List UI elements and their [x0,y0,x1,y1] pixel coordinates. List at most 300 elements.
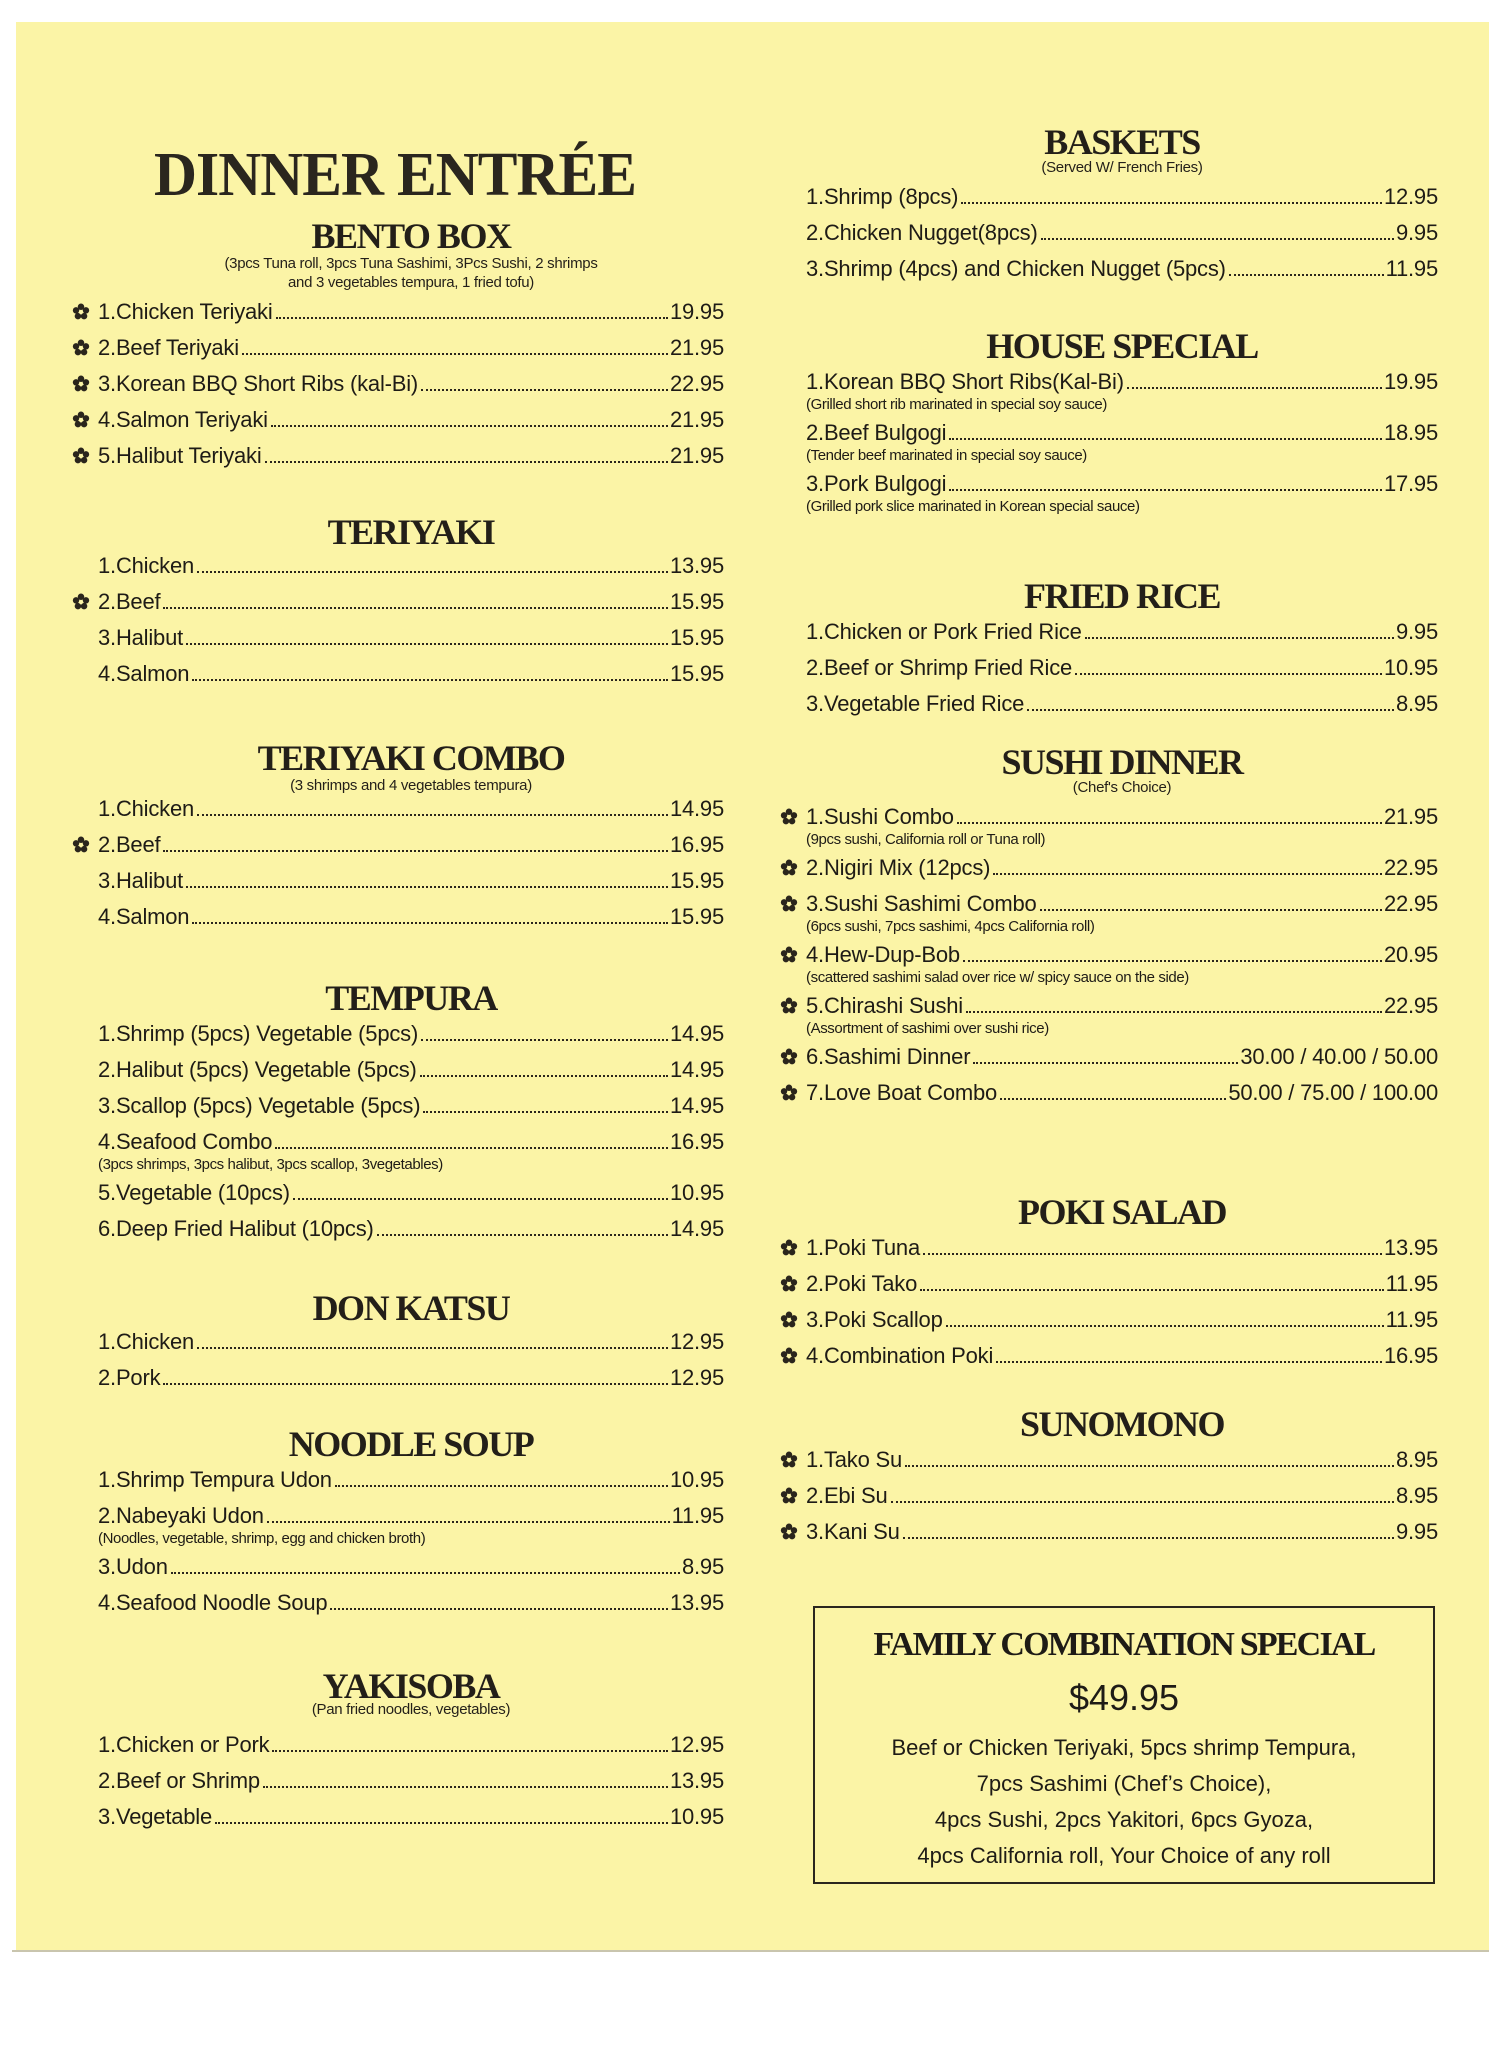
flower-star-icon [780,1311,798,1329]
menu-item-price: 14.95 [669,1021,724,1046]
menu-item-price: 8.95 [1395,1447,1438,1472]
menu-item [806,994,1438,1037]
menu-item-name: 2.Beef or Shrimp [98,1768,260,1793]
dot-leader [163,607,668,609]
menu-item-description: (Tender beef marinated in special soy sauce) [806,447,1087,464]
dot-leader [163,1383,668,1385]
menu-item [98,662,724,686]
menu-item-price: 11.95 [1385,1307,1438,1332]
dot-leader [242,353,668,355]
dot-leader [423,1111,668,1113]
menu-item [806,1448,1438,1472]
menu-item-name: 2.Poki Tako [806,1271,918,1296]
menu-item [98,1468,724,1492]
menu-item-description: (Noodles, vegetable, shrimp, egg and chicken broth) [98,1530,426,1547]
menu-item [98,1366,724,1390]
menu-item-price: 21.95 [669,443,724,468]
menu-item-row [98,1769,724,1793]
section-subtitle: (3 shrimps and 4 vegetables tempura) [290,777,532,794]
menu-item [806,185,1438,209]
dot-leader [197,1347,668,1349]
menu-item-name: 3.Vegetable Fried Rice [806,691,1025,716]
menu-item-name: 2.Beef [98,832,161,857]
menu-item-row [98,1058,724,1082]
menu-item-row [806,1081,1438,1105]
menu-item [806,856,1438,880]
menu-item-name: 5.Vegetable (10pcs) [98,1180,290,1205]
menu-item-row [806,1308,1438,1332]
menu-item-name: 1.Shrimp (5pcs) Vegetable (5pcs) [98,1021,419,1046]
menu-item-name: 4.Salmon [98,904,190,929]
section-sunomono [806,1406,1438,1556]
menu-item-row [98,444,724,468]
dot-leader [186,886,668,888]
menu-item-price: 14.95 [669,1057,724,1082]
menu-item-price: 8.95 [681,1554,724,1579]
menu-item-price: 12.95 [669,1365,724,1390]
menu-item-row [98,408,724,432]
menu-item-name: 3.Korean BBQ Short Ribs (kal-Bi) [98,371,419,396]
menu-item [98,336,724,360]
menu-item-price: 21.95 [669,407,724,432]
menu-item-row [806,656,1438,680]
menu-item-description: (3pcs shrimps, 3pcs halibut, 3pcs scallop, 3vegetables) [98,1156,443,1173]
flower-star-icon [72,447,90,465]
menu-item-row [806,370,1438,394]
menu-item-row [806,1236,1438,1260]
menu-item-name: 3.Shrimp (4pcs) and Chicken Nugget (5pcs) [806,256,1226,281]
menu-item-row [806,994,1438,1018]
flower-star-icon [780,808,798,826]
menu-item-name: 5.Chirashi Sushi [806,993,963,1018]
menu-item-row [98,1094,724,1118]
menu-list [98,1330,724,1390]
menu-item-price: 50.00 / 75.00 / 100.00 [1228,1080,1438,1105]
section-title: YAKISOBA [322,1666,500,1706]
menu-list [806,805,1438,1105]
menu-item-price: 19.95 [1383,369,1438,394]
menu-item [98,1330,724,1354]
menu-item-price: 30.00 / 40.00 / 50.00 [1240,1044,1438,1069]
page-title: DINNER ENTRÉE [154,141,636,209]
menu-item-name: 2.Pork [98,1365,161,1390]
dot-leader [961,202,1382,204]
menu-item-name: 7.Love Boat Combo [806,1080,998,1105]
menu-item-name: 3.Kani Su [806,1519,900,1544]
menu-item-name: 3.Scallop (5pcs) Vegetable (5pcs) [98,1093,421,1118]
menu-item-row [98,1217,724,1241]
menu-item-price: 13.95 [1383,1235,1438,1260]
menu-item [806,1045,1438,1069]
dot-leader [271,425,668,427]
dot-leader [891,1501,1394,1503]
menu-item-name: 1.Chicken or Pork [98,1732,270,1757]
menu-item-price: 10.95 [669,1180,724,1205]
dot-leader [197,571,668,573]
menu-item-name: 2.Halibut (5pcs) Vegetable (5pcs) [98,1057,417,1082]
menu-item [806,892,1438,935]
menu-item-name: 2.Nabeyaki Udon [98,1503,264,1528]
menu-item-row [98,1555,724,1579]
flower-star-icon [72,375,90,393]
section-title: SUNOMONO [1020,1404,1224,1444]
section-yakisoba [98,1666,724,1841]
menu-item [98,1022,724,1046]
menu-item [806,1344,1438,1368]
flower-star-icon [780,1347,798,1365]
menu-item [98,1555,724,1579]
section-subtitle: (Served W/ French Fries) [1041,159,1203,176]
flower-star-icon [72,339,90,357]
flower-star-icon [780,1275,798,1293]
menu-item-price: 22.95 [669,371,724,396]
menu-item [98,1733,724,1757]
menu-item-row [98,1130,724,1154]
menu-item-name: 2.Beef Bulgogi [806,420,947,445]
menu-item [806,1272,1438,1296]
menu-item-name: 6.Deep Fried Halibut (10pcs) [98,1216,374,1241]
section-teriyaki-combo [98,740,724,941]
menu-item-price: 9.95 [1395,619,1438,644]
dot-leader [263,1786,668,1788]
dot-leader [905,1465,1394,1467]
menu-item [806,1081,1438,1105]
menu-item-price: 13.95 [669,1768,724,1793]
menu-item [806,1308,1438,1332]
dot-leader [1040,909,1382,911]
menu-item-row [98,1733,724,1757]
section-noodle-soup [98,1426,724,1627]
menu-item-name: 1.Sushi Combo [806,804,954,829]
menu-item-price: 21.95 [1383,804,1438,829]
family-special-line: 4pcs California roll, Your Choice of any roll [917,1843,1331,1868]
section-poki-salad [806,1194,1438,1380]
menu-item-price: 12.95 [669,1732,724,1757]
dot-leader [1041,238,1394,240]
menu-item-name: 2.Beef [98,589,161,614]
menu-item-price: 18.95 [1383,420,1438,445]
dot-leader [186,643,668,645]
menu-item-name: 3.Pork Bulgogi [806,471,947,496]
menu-item-price: 14.95 [669,1216,724,1241]
menu-item [98,408,724,432]
dot-leader [330,1608,668,1610]
menu-item-row [806,421,1438,445]
section-title: NOODLE SOUP [288,1424,534,1464]
menu-item-name: 3.Poki Scallop [806,1307,943,1332]
dot-leader [1229,274,1384,276]
menu-item [806,472,1438,515]
menu-item [806,805,1438,848]
dot-leader [993,873,1382,875]
menu-item-name: 3.Udon [98,1554,168,1579]
dot-leader [276,317,668,319]
dot-leader [335,1485,668,1487]
flower-star-icon [780,1523,798,1541]
menu-item [98,1504,724,1547]
dot-leader [267,1521,670,1523]
section-title: DON KATSU [312,1288,510,1328]
menu-item-price: 14.95 [669,796,724,821]
menu-item-name: 2.Ebi Su [806,1483,888,1508]
menu-item-description: (9pcs sushi, California roll or Tuna roll) [806,831,1046,848]
menu-item-name: 1.Chicken Teriyaki [98,299,273,324]
menu-item-description: (scattered sashimi salad over rice w/ spicy sauce on the side) [806,969,1189,986]
dot-leader [215,1822,668,1824]
menu-item-row [98,833,724,857]
menu-item-row [806,856,1438,880]
menu-item-name: 1.Chicken [98,553,195,578]
menu-item-name: 4.Salmon Teriyaki [98,407,268,432]
menu-item-row [806,1520,1438,1544]
flower-star-icon [780,1084,798,1102]
section-title: TEMPURA [325,978,497,1018]
dot-leader [920,1289,1383,1291]
menu-item-price: 17.95 [1383,471,1438,496]
menu-item-price: 13.95 [669,1590,724,1615]
dot-leader [171,1572,680,1574]
menu-item-price: 16.95 [1383,1343,1438,1368]
menu-item-price: 22.95 [1383,855,1438,880]
menu-item [98,372,724,396]
menu-item-row [806,185,1438,209]
menu-item [98,1058,724,1082]
menu-list [806,185,1438,281]
section-title: POKI SALAD [1017,1192,1227,1232]
menu-item [98,444,724,468]
menu-item [98,1181,724,1205]
menu-item-row [98,1468,724,1492]
dot-leader [420,1075,668,1077]
dot-leader [1127,387,1382,389]
dot-leader [293,1198,668,1200]
menu-item-row [806,221,1438,245]
flower-star-icon [780,997,798,1015]
section-sushi-dinner [806,742,1438,1117]
menu-item [806,692,1438,716]
menu-item-row [98,1022,724,1046]
menu-item-row [806,620,1438,644]
menu-item-row [806,692,1438,716]
menu-item-name: 1.Chicken [98,1329,195,1354]
family-special-description [815,1730,1433,1874]
menu-list [98,1468,724,1615]
menu-item [98,300,724,324]
dot-leader [1027,709,1394,711]
section-subtitle: (Pan fried noodles, vegetables) [311,1701,511,1718]
menu-item [806,370,1438,413]
section-subtitle: (Chef's Choice) [1072,779,1172,796]
menu-item-price: 15.95 [669,625,724,650]
dot-leader [1075,673,1382,675]
dot-leader [265,461,668,463]
menu-item [806,1236,1438,1260]
section-title: SUSHI DINNER [1001,742,1243,782]
menu-item-name: 4.Seafood Combo [98,1129,273,1154]
menu-item-name: 1.Shrimp (8pcs) [806,184,959,209]
section-bento-box [98,218,724,480]
menu-item-row [98,590,724,614]
dot-leader [996,1361,1382,1363]
menu-item-row [98,626,724,650]
menu-item-row [806,1484,1438,1508]
section-fried-rice [806,578,1438,728]
menu-list [98,1733,724,1829]
menu-item-row [806,472,1438,496]
dot-leader [957,822,1382,824]
menu-item-price: 15.95 [669,589,724,614]
family-special-line: 4pcs Sushi, 2pcs Yakitori, 6pcs Gyoza, [934,1807,1314,1832]
menu-list [806,370,1438,515]
menu-item-row [98,1330,724,1354]
section-tempura [98,980,724,1253]
menu-list [98,797,724,929]
menu-item-price: 20.95 [1383,942,1438,967]
menu-item-row [98,1366,724,1390]
flower-star-icon [780,1451,798,1469]
menu-item-price: 8.95 [1395,691,1438,716]
dot-leader [163,850,668,852]
section-subtitle: (3pcs Tuna roll, 3pcs Tuna Sashimi, 3Pcs Sushi, 2 shrimps and 3 vegetables tempura, 1 fried tofu) [224,255,598,291]
menu-item-row [98,1591,724,1615]
menu-item [806,221,1438,245]
menu-item-price: 10.95 [1383,655,1438,680]
menu-list [806,620,1438,716]
section-baskets [806,122,1438,293]
menu-list [98,300,724,468]
menu-item-row [98,336,724,360]
menu-item-name: 1.Chicken or Pork Fried Rice [806,619,1082,644]
dot-leader [421,1039,668,1041]
family-special-line: 7pcs Sashimi (Chef’s Choice), [976,1771,1272,1796]
menu-item-name: 1.Shrimp Tempura Udon [98,1467,332,1492]
flower-star-icon [780,1048,798,1066]
menu-item-price: 15.95 [669,904,724,929]
menu-item-name: 3.Halibut [98,625,184,650]
menu-item-row [806,1045,1438,1069]
menu-item-price: 16.95 [669,1129,724,1154]
menu-item [806,620,1438,644]
menu-item-price: 16.95 [669,832,724,857]
menu-item-name: 4.Seafood Noodle Soup [98,1590,328,1615]
menu-item-name: 6.Sashimi Dinner [806,1044,971,1069]
flower-star-icon [780,946,798,964]
menu-item [806,943,1438,986]
flower-star-icon [72,836,90,854]
menu-item [98,905,724,929]
flower-star-icon [72,411,90,429]
menu-item [98,1130,724,1173]
menu-item-price: 22.95 [1383,891,1438,916]
menu-item-name: 1.Chicken [98,796,195,821]
menu-item-price: 15.95 [669,868,724,893]
menu-item-price: 13.95 [669,553,724,578]
menu-item-description: (Grilled pork slice marinated in Korean special sauce) [806,498,1140,515]
menu-list [806,1236,1438,1368]
menu-item-name: 4.Salmon [98,661,190,686]
menu-item [98,1805,724,1829]
dot-leader [275,1147,668,1149]
menu-item-name: 3.Halibut [98,868,184,893]
menu-item [806,656,1438,680]
menu-item-row [806,257,1438,281]
dot-leader [949,438,1382,440]
menu-item-row [98,797,724,821]
section-title: TERIYAKI COMBO [257,738,565,778]
family-special-line: Beef or Chicken Teriyaki, 5pcs shrimp Tempura, [891,1735,1357,1760]
menu-item [806,1484,1438,1508]
section-title: TERIYAKI [327,512,495,552]
flower-star-icon [780,1239,798,1257]
menu-item-name: 5.Halibut Teriyaki [98,443,262,468]
flower-star-icon [72,303,90,321]
dot-leader [272,1750,667,1752]
menu-item-description: (Grilled short rib marinated in special soy sauce) [806,396,1107,413]
section-title: HOUSE SPECIAL [986,326,1258,366]
dot-leader [966,1011,1382,1013]
menu-item-price: 8.95 [1395,1483,1438,1508]
section-teriyaki [98,514,724,698]
dot-leader [1000,1098,1226,1100]
menu-item-name: 4.Hew-Dup-Bob [806,942,960,967]
dot-leader [923,1253,1382,1255]
menu-list [806,1448,1438,1544]
flower-star-icon [780,895,798,913]
section-house-special [806,328,1438,523]
menu-item-name: 3.Vegetable [98,1804,213,1829]
family-combination-box [813,1606,1435,1884]
menu-item [98,1217,724,1241]
menu-item-price: 10.95 [669,1467,724,1492]
menu-item-description: (Assortment of sashimi over sushi rice) [806,1020,1049,1037]
menu-item [98,797,724,821]
menu-item [98,590,724,614]
menu-item-description: (6pcs sushi, 7pcs sashimi, 4pcs California roll) [806,918,1095,935]
menu-item-row [98,1181,724,1205]
menu-page [16,22,1489,1950]
menu-item-row [98,300,724,324]
menu-item-price: 12.95 [669,1329,724,1354]
menu-item-row [98,905,724,929]
dot-leader [949,489,1382,491]
menu-item [806,257,1438,281]
family-special-title: FAMILY COMBINATION SPECIAL [873,1626,1375,1663]
dot-leader [973,1062,1238,1064]
menu-item-row [98,372,724,396]
menu-item [806,1520,1438,1544]
menu-item-name: 4.Combination Poki [806,1343,994,1368]
menu-item [98,833,724,857]
menu-item-row [806,805,1438,829]
menu-item-row [98,869,724,893]
menu-item-row [98,662,724,686]
menu-item-name: 2.Nigiri Mix (12pcs) [806,855,991,880]
dot-leader [963,960,1382,962]
dot-leader [946,1325,1384,1327]
dot-leader [192,922,668,924]
menu-item-price: 15.95 [669,661,724,686]
menu-item [98,1094,724,1118]
menu-item [98,626,724,650]
menu-item-price: 21.95 [669,335,724,360]
menu-item-name: 2.Chicken Nugget(8pcs) [806,220,1038,245]
menu-item-price: 12.95 [1383,184,1438,209]
section-title: FRIED RICE [1023,576,1221,616]
menu-list [98,554,724,686]
menu-item-price: 19.95 [669,299,724,324]
flower-star-icon [780,1487,798,1505]
menu-item-name: 2.Beef Teriyaki [98,335,239,360]
